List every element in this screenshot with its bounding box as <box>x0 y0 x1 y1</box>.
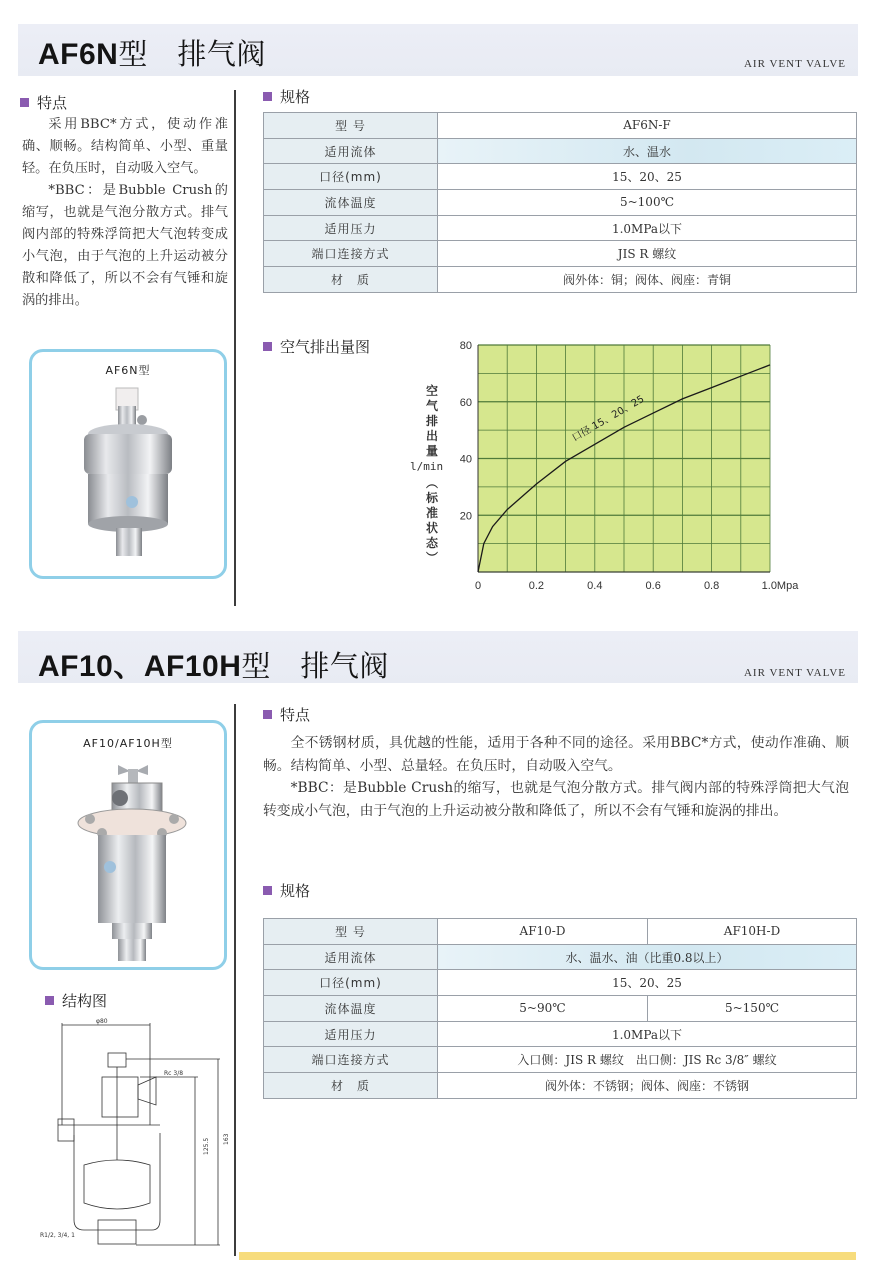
features-heading <box>263 704 310 725</box>
section1-title <box>38 32 266 73</box>
chart-ylabel: 空 气 排 出 量 <box>425 384 438 458</box>
section2-model: AF10、AF10H <box>38 650 242 683</box>
spec-heading <box>263 86 310 107</box>
square-bullet-icon <box>263 886 272 895</box>
chart-heading <box>263 336 370 357</box>
table-row <box>264 1073 857 1099</box>
features-heading <box>20 92 67 113</box>
spec-label: 端口连接方式 <box>264 241 438 267</box>
section1-model: AF6N <box>38 38 119 71</box>
spec-value: AF10-D <box>438 919 648 945</box>
section2-subtitle: AIR VENT VALVE <box>743 667 846 679</box>
features-paragraph: *BBC：是Bubble Crush的缩写，也就是气泡分散方式。排气阀内部的特殊浮筒把大气泡转变成小气泡，由于气泡的上升运动被分散和降低了，所以不会有气锤和旋涡的排出。 <box>22 183 228 308</box>
spec-value: 阀外体：铜；阀体、阀座：青铜 <box>438 267 857 293</box>
spec-value: 15、20、25 <box>438 164 857 190</box>
spec-value: 入口侧：JIS R 螺纹 出口侧：JIS Rc 3/8″ 螺纹 <box>438 1047 857 1073</box>
table-row <box>264 138 857 164</box>
section1-title-cn: 型 排气阀 <box>118 37 266 71</box>
table-row <box>264 241 857 267</box>
column-divider <box>234 90 236 606</box>
features-heading-text: 特点 <box>37 94 68 112</box>
spec-label: 口径(mm) <box>264 970 438 996</box>
spec-heading-text: 规格 <box>280 88 311 106</box>
svg-text:80: 80 <box>459 340 472 352</box>
svg-text:20: 20 <box>459 510 472 523</box>
chart-heading-text: 空气排出量图 <box>280 338 371 356</box>
square-bullet-icon <box>263 710 272 719</box>
spec-value: AF6N-F <box>438 113 857 139</box>
spec-value: 1.0MPa以下 <box>438 215 857 241</box>
spec-value: 5~90℃ <box>438 996 648 1022</box>
table-row <box>264 267 857 293</box>
svg-text:0.8: 0.8 <box>703 580 720 592</box>
dim-height-total: 163 <box>223 1133 230 1145</box>
chart-ylabel-note: ︵ 标 准 状 态 ︶ <box>425 476 438 565</box>
square-bullet-icon <box>45 996 54 1005</box>
svg-text:口径 15、20、25: 口径 15、20、25 <box>570 393 647 445</box>
spec-value: AF10H-D <box>648 919 857 945</box>
section2-features-text <box>263 732 849 822</box>
spec-label: 端口连接方式 <box>264 1047 438 1073</box>
spec-label: 材 质 <box>264 267 438 293</box>
spec-value: 5~150℃ <box>648 996 857 1022</box>
af10-spec-table <box>263 918 857 1099</box>
table-row <box>264 944 857 970</box>
svg-text:40: 40 <box>459 453 472 466</box>
photo-caption: AF6N型 <box>105 364 151 377</box>
table-row <box>264 164 857 190</box>
svg-text:0.6: 0.6 <box>645 580 661 592</box>
spec-label: 适用压力 <box>264 215 438 241</box>
structure-heading-text: 结构图 <box>62 992 108 1010</box>
photo-caption: AF10/AF10H型 <box>83 737 173 750</box>
spec-label: 型 号 <box>264 919 438 945</box>
spec-value: 阀外体：不锈钢；阀体、阀座：不锈钢 <box>438 1073 857 1099</box>
dim-outlet: Rc 3/8 <box>164 1070 184 1077</box>
square-bullet-icon <box>263 92 272 101</box>
spec-heading <box>263 880 310 901</box>
section2-title <box>38 641 389 685</box>
svg-text:1.0Mpa: 1.0Mpa <box>761 580 799 592</box>
table-row <box>264 996 857 1022</box>
table-row <box>264 1021 857 1047</box>
square-bullet-icon <box>263 342 272 351</box>
spec-label: 适用流体 <box>264 944 438 970</box>
section1-subtitle: AIR VENT VALVE <box>743 58 846 70</box>
features-paragraph: 全不锈钢材质，具优越的性能，适用于各种不同的途径。采用BBC*方式，使动作准确、顺畅。结构简单、小型、总量轻。在负压时，自动吸入空气。 <box>263 735 849 774</box>
square-bullet-icon <box>20 98 29 107</box>
table-row <box>264 215 857 241</box>
chart-ylabel-unit: l/min <box>410 460 444 473</box>
spec-label: 适用流体 <box>264 138 438 164</box>
structure-heading <box>45 990 107 1011</box>
spec-label: 适用压力 <box>264 1021 438 1047</box>
spec-value: JIS R 螺纹 <box>438 241 857 267</box>
table-row <box>264 919 857 945</box>
section2-title-cn: 型 排气阀 <box>241 649 389 683</box>
air-discharge-chart <box>440 338 810 596</box>
structure-diagram <box>40 1015 230 1255</box>
footer-bar <box>239 1252 856 1260</box>
spec-label: 流体温度 <box>264 996 438 1022</box>
column-divider <box>234 704 236 1256</box>
af6n-photo-frame <box>29 349 227 579</box>
section1-header <box>18 24 858 76</box>
spec-value: 15、20、25 <box>438 970 857 996</box>
table-row <box>264 1047 857 1073</box>
af10-valve-image <box>32 753 224 968</box>
features-paragraph: 采用BBC*方式，使动作准确、顺畅。结构简单、小型、重量轻。在负压时，自动吸入空气。 <box>22 117 228 176</box>
section2-header <box>18 631 858 683</box>
dim-width: φ80 <box>96 1018 108 1025</box>
spec-label: 材 质 <box>264 1073 438 1099</box>
dim-inlet: R1/2, 3/4, 1 <box>40 1232 75 1239</box>
spec-label: 口径(mm) <box>264 164 438 190</box>
table-row <box>264 113 857 139</box>
spec-value: 1.0MPa以下 <box>438 1021 857 1047</box>
spec-value: 水、温水 <box>438 138 857 164</box>
af10-photo-frame <box>29 720 227 970</box>
spec-label: 型 号 <box>264 113 438 139</box>
spec-label: 流体温度 <box>264 190 438 216</box>
spec-value: 5~100℃ <box>438 190 857 216</box>
af6n-spec-table <box>263 112 857 293</box>
section1-features-text <box>22 114 228 312</box>
features-heading-text: 特点 <box>280 706 311 724</box>
table-row <box>264 190 857 216</box>
spec-heading-text: 规格 <box>280 882 311 900</box>
svg-text:60: 60 <box>459 396 472 409</box>
spec-value: 水、温水、油（比重0.8以上） <box>438 944 857 970</box>
features-paragraph: *BBC：是Bubble Crush的缩写，也就是气泡分散方式。排气阀内部的特殊浮筒把大气泡转变成小气泡，由于气泡的上升运动被分散和降低了，所以不会有气锤和旋涡的排出。 <box>263 780 849 819</box>
svg-text:0.2: 0.2 <box>528 580 545 592</box>
svg-text:0: 0 <box>474 580 482 592</box>
af6n-valve-image <box>32 378 224 578</box>
svg-text:0.4: 0.4 <box>587 580 603 592</box>
dim-height-inner: 125.5 <box>203 1137 210 1155</box>
table-row <box>264 970 857 996</box>
